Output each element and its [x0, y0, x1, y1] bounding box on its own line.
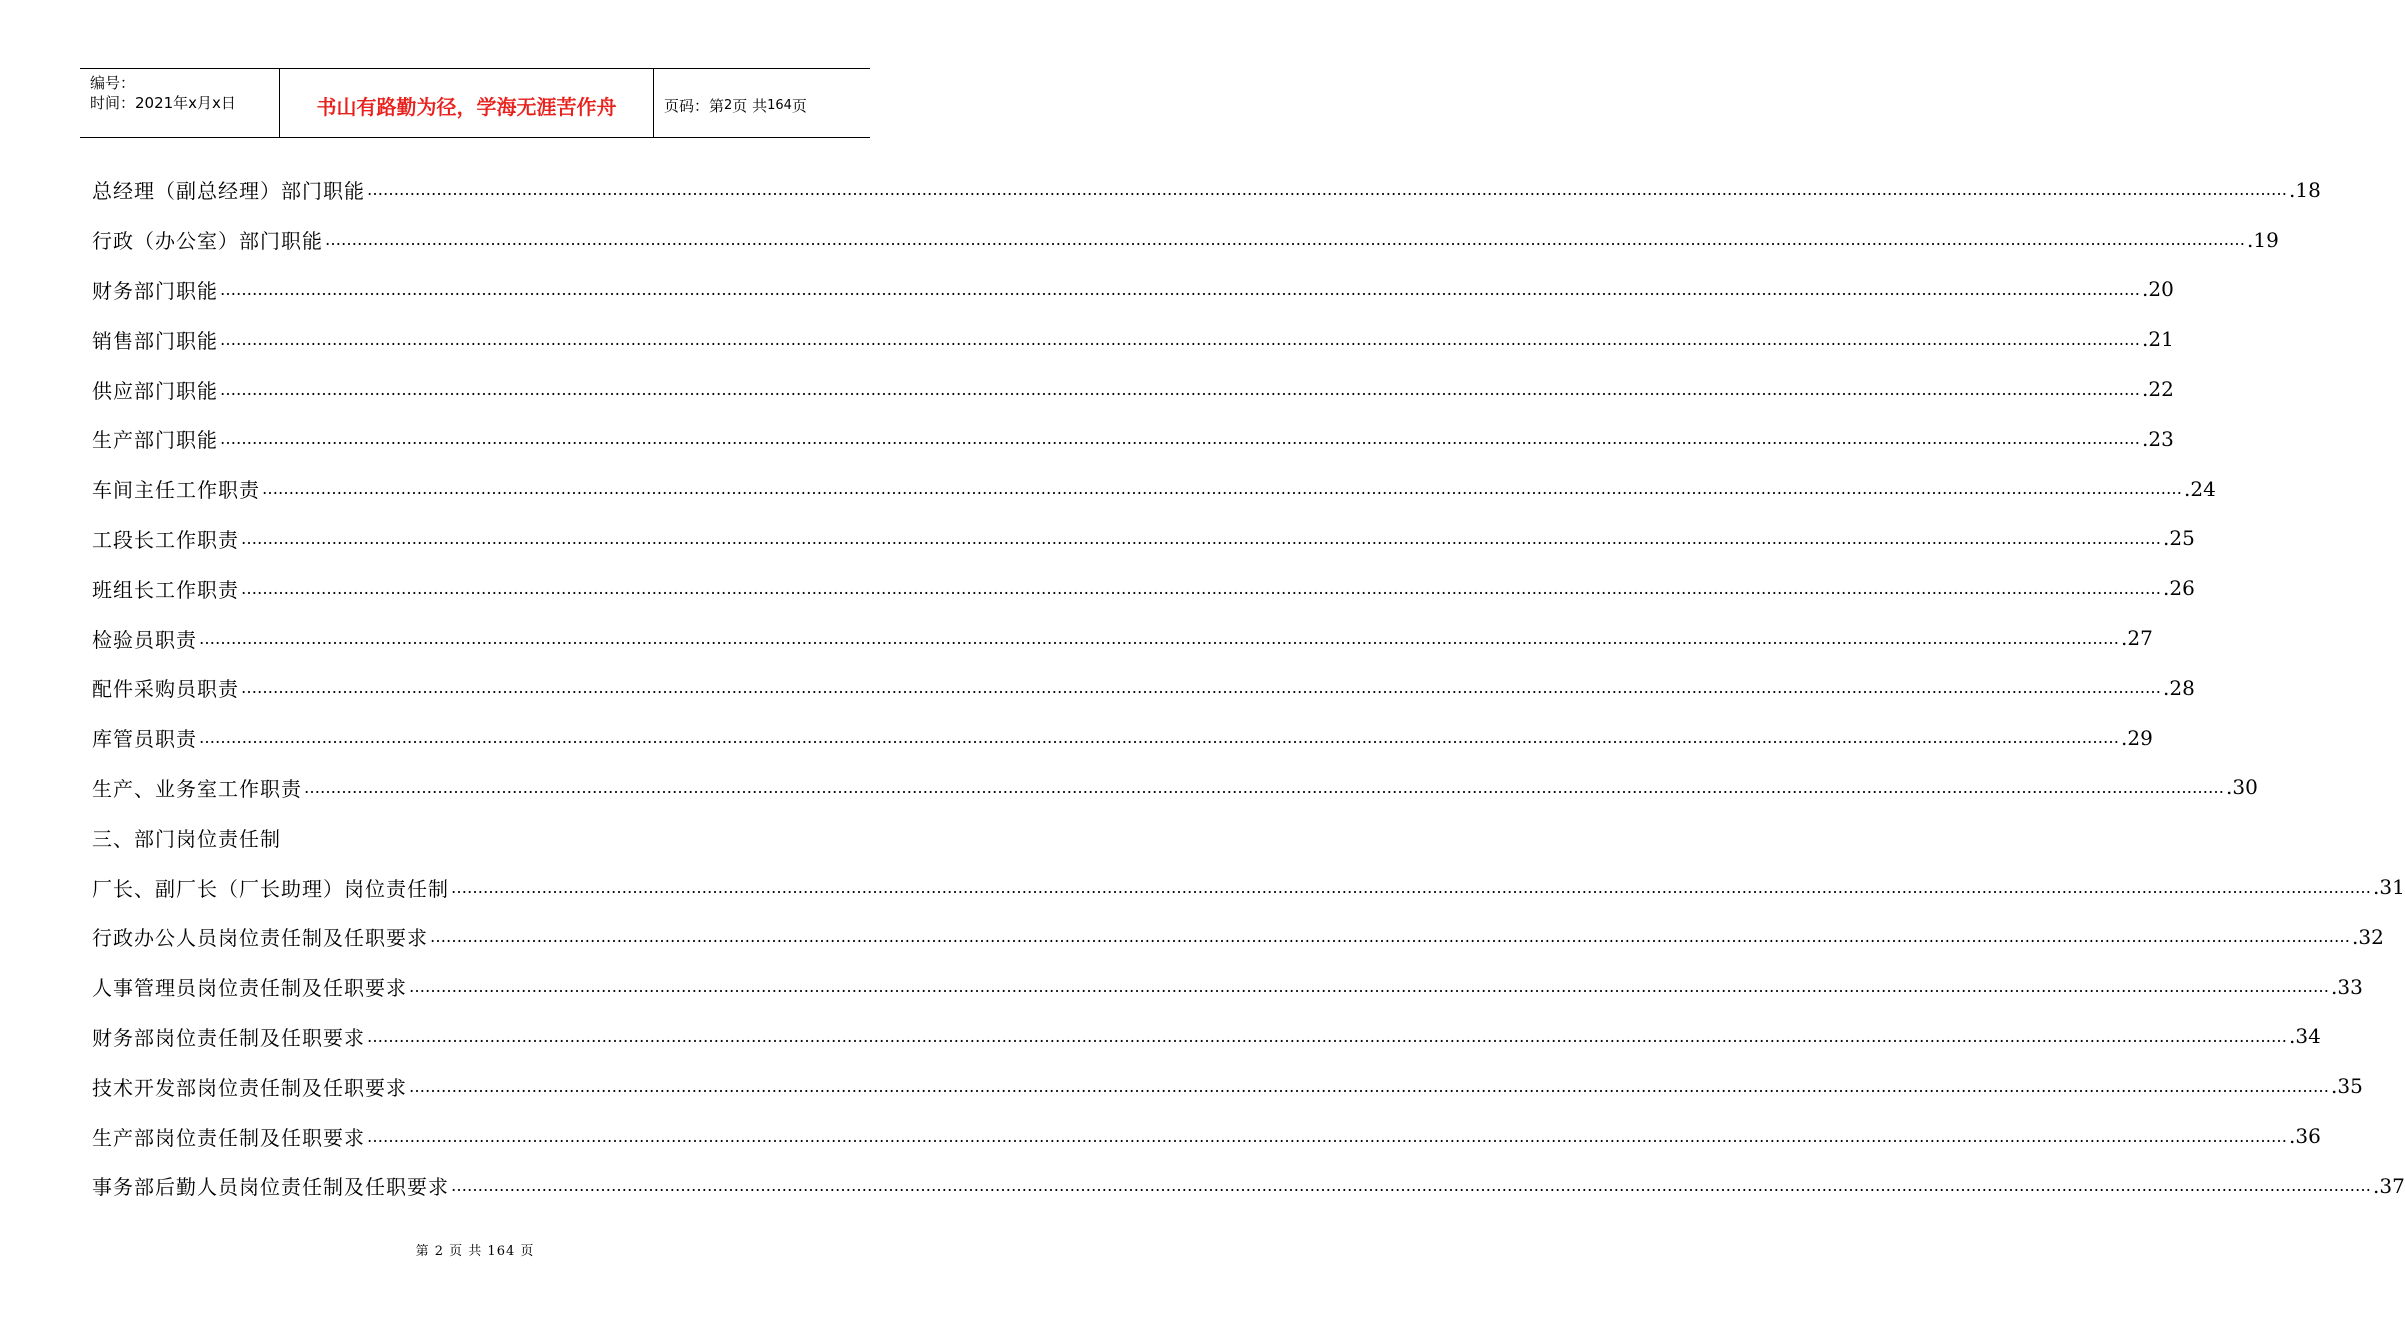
- toc-entry-title: 三、部门岗位责任制: [92, 826, 281, 851]
- toc-entry: [92, 464, 2216, 514]
- toc-leader-dots: ………………………………………………………………………………………………………………………………………………………………………………………………………………………………………………………………………………………………………………………………: [430, 927, 2350, 947]
- toc-entry-page: .35: [2331, 1074, 2363, 1099]
- toc-leader-dots: ………………………………………………………………………………………………………………………………………………………………………………………………………………………………………………………………………………………………………………………………: [409, 1076, 2329, 1096]
- document-date: 时间：2021年x月x日: [90, 94, 236, 112]
- toc-leader-dots: ………………………………………………………………………………………………………………………………………………………………………………………………………………………………………………………………………………………………………………………………: [220, 379, 2140, 399]
- toc-entry-page: .34: [2289, 1024, 2321, 1049]
- page-footer: 第 2 页 共 164 页: [415, 1244, 535, 1259]
- toc-entry-page: .28: [2163, 675, 2195, 700]
- toc-entry-title: 销售部门职能: [92, 328, 218, 353]
- toc-entry-title: 人事管理员岗位责任制及任职要求: [92, 976, 407, 1001]
- toc-entry-title: 厂长、副厂长（厂长助理）岗位责任制: [92, 876, 449, 901]
- toc-leader-dots: ………………………………………………………………………………………………………………………………………………………………………………………………………………………………………………………………………………………………………………………………: [241, 678, 2161, 698]
- toc-entry: [92, 912, 2384, 962]
- toc-entry-page: .20: [2142, 277, 2174, 302]
- toc-leader-dots: ………………………………………………………………………………………………………………………………………………………………………………………………………………………………………………………………………………………………………………………………: [220, 429, 2140, 449]
- toc-entry: [92, 1161, 2405, 1211]
- toc-entry: [92, 1061, 2363, 1111]
- toc-entry-title: 生产部门职能: [92, 428, 218, 453]
- toc-entry: [92, 763, 2258, 813]
- toc-leader-dots: ………………………………………………………………………………………………………………………………………………………………………………………………………………………………………………………………………………………………………………………………: [409, 977, 2329, 997]
- page-current: 2: [724, 97, 733, 113]
- toc-entry-title: 总经理（副总经理）部门职能: [92, 179, 365, 204]
- header-motto: 书山有路勤为径，学海无涯苦作舟: [280, 69, 654, 137]
- toc-leader-dots: ………………………………………………………………………………………………………………………………………………………………………………………………………………………………………………………………………………………………………………………………: [262, 479, 2182, 499]
- toc-entry-page: .18: [2289, 177, 2321, 202]
- header-meta: [80, 69, 280, 137]
- toc-entry-page: .21: [2142, 327, 2174, 352]
- toc-entry-title: 财务部岗位责任制及任职要求: [92, 1025, 365, 1050]
- toc-entry-title: 工段长工作职责: [92, 527, 239, 552]
- toc-leader-dots: ………………………………………………………………………………………………………………………………………………………………………………………………………………………………………………………………………………………………………………………………: [367, 180, 2287, 200]
- toc-entry-page: .23: [2142, 426, 2174, 451]
- toc-entry-title: 行政办公人员岗位责任制及任职要求: [92, 926, 428, 951]
- toc-leader-dots: ………………………………………………………………………………………………………………………………………………………………………………………………………………………………………………………………………………………………………………………………: [241, 578, 2161, 598]
- toc-leader-dots: ………………………………………………………………………………………………………………………………………………………………………………………………………………………………………………………………………………………………………………………………: [325, 230, 2245, 250]
- page-header: [80, 68, 870, 138]
- toc-entry: [92, 962, 2363, 1012]
- header-page-info: [654, 69, 870, 137]
- toc-leader-dots: ………………………………………………………………………………………………………………………………………………………………………………………………………………………………………………………………………………………………………………………………: [451, 1176, 2371, 1196]
- toc-leader-dots: ………………………………………………………………………………………………………………………………………………………………………………………………………………………………………………………………………………………………………………………………: [367, 1126, 2287, 1146]
- toc-entry-page: .24: [2184, 476, 2216, 501]
- toc-entry: [92, 215, 2279, 265]
- toc-entry: [92, 812, 834, 862]
- toc-entry: [92, 713, 2153, 763]
- toc-entry-page: .37: [2373, 1173, 2405, 1198]
- toc-leader-dots: ………………………………………………………………………………………………………………………………………………………………………………………………………………………………………………………………………………………………………………………………: [304, 777, 2224, 797]
- toc-entry-title: 检验员职责: [92, 627, 197, 652]
- toc-entry-page: .31: [2373, 875, 2405, 900]
- toc-entry-title: 事务部后勤人员岗位责任制及任职要求: [92, 1175, 449, 1200]
- toc-entry-page: .32: [2352, 924, 2384, 949]
- toc-entry-page: .33: [2331, 974, 2363, 999]
- toc-entry: [92, 165, 2321, 215]
- toc-entry: [92, 314, 2174, 364]
- toc-entry-title: 财务部门职能: [92, 278, 218, 303]
- toc-entry: [92, 613, 2153, 663]
- toc-entry-title: 生产部岗位责任制及任职要求: [92, 1125, 365, 1150]
- document-id-label: 编号：: [90, 74, 136, 92]
- toc-entry: [92, 414, 2174, 464]
- page-mid: 页 共: [732, 96, 768, 115]
- toc-entry-page: .26: [2163, 576, 2195, 601]
- page-end: 页: [791, 96, 807, 115]
- toc-entry-title: 技术开发部岗位责任制及任职要求: [92, 1075, 407, 1100]
- toc-leader-dots: ………………………………………………………………………………………………………………………………………………………………………………………………………………………………………………………………………………………………………………………………: [220, 279, 2140, 299]
- toc-entry-page: .19: [2247, 227, 2279, 252]
- toc-entry: [92, 663, 2195, 713]
- toc-entry-page: .22: [2142, 377, 2174, 402]
- page-total: 164: [767, 97, 792, 113]
- toc-entry: [92, 265, 2174, 315]
- table-of-contents: [92, 165, 2405, 1211]
- toc-entry: [92, 862, 2405, 912]
- toc-entry-title: 行政（办公室）部门职能: [92, 229, 323, 254]
- toc-leader-dots: ………………………………………………………………………………………………………………………………………………………………………………………………………………………………………………………………………………………………………………………………: [367, 1026, 2287, 1046]
- toc-entry: [92, 1111, 2321, 1161]
- page-label: 页码：第: [664, 96, 725, 115]
- toc-entry-title: 库管员职责: [92, 727, 197, 752]
- toc-leader-dots: ………………………………………………………………………………………………………………………………………………………………………………………………………………………………………………………………………………………………………………………………: [199, 628, 2119, 648]
- toc-entry-title: 供应部门职能: [92, 378, 218, 403]
- toc-entry: [92, 514, 2195, 564]
- toc-entry-title: 生产、业务室工作职责: [92, 776, 302, 801]
- toc-entry-title: 班组长工作职责: [92, 577, 239, 602]
- toc-entry-page: .30: [2226, 775, 2258, 800]
- toc-entry-page: .25: [2163, 526, 2195, 551]
- toc-leader-dots: ………………………………………………………………………………………………………………………………………………………………………………………………………………………………………………………………………………………………………………………………: [220, 329, 2140, 349]
- toc-entry-title: 车间主任工作职责: [92, 478, 260, 503]
- toc-entry-page: .27: [2121, 626, 2153, 651]
- toc-leader-dots: ………………………………………………………………………………………………………………………………………………………………………………………………………………………………………………………………………………………………………………………………: [451, 877, 2371, 897]
- toc-entry: [92, 1012, 2321, 1062]
- toc-leader-dots: ………………………………………………………………………………………………………………………………………………………………………………………………………………………………………………………………………………………………………………………………: [241, 528, 2161, 548]
- toc-entry-page: .36: [2289, 1124, 2321, 1149]
- toc-entry-page: .29: [2121, 725, 2153, 750]
- toc-entry: [92, 563, 2195, 613]
- toc-entry-title: 配件采购员职责: [92, 677, 239, 702]
- toc-leader-dots: ………………………………………………………………………………………………………………………………………………………………………………………………………………………………………………………………………………………………………………………………: [199, 728, 2119, 748]
- toc-entry: [92, 364, 2174, 414]
